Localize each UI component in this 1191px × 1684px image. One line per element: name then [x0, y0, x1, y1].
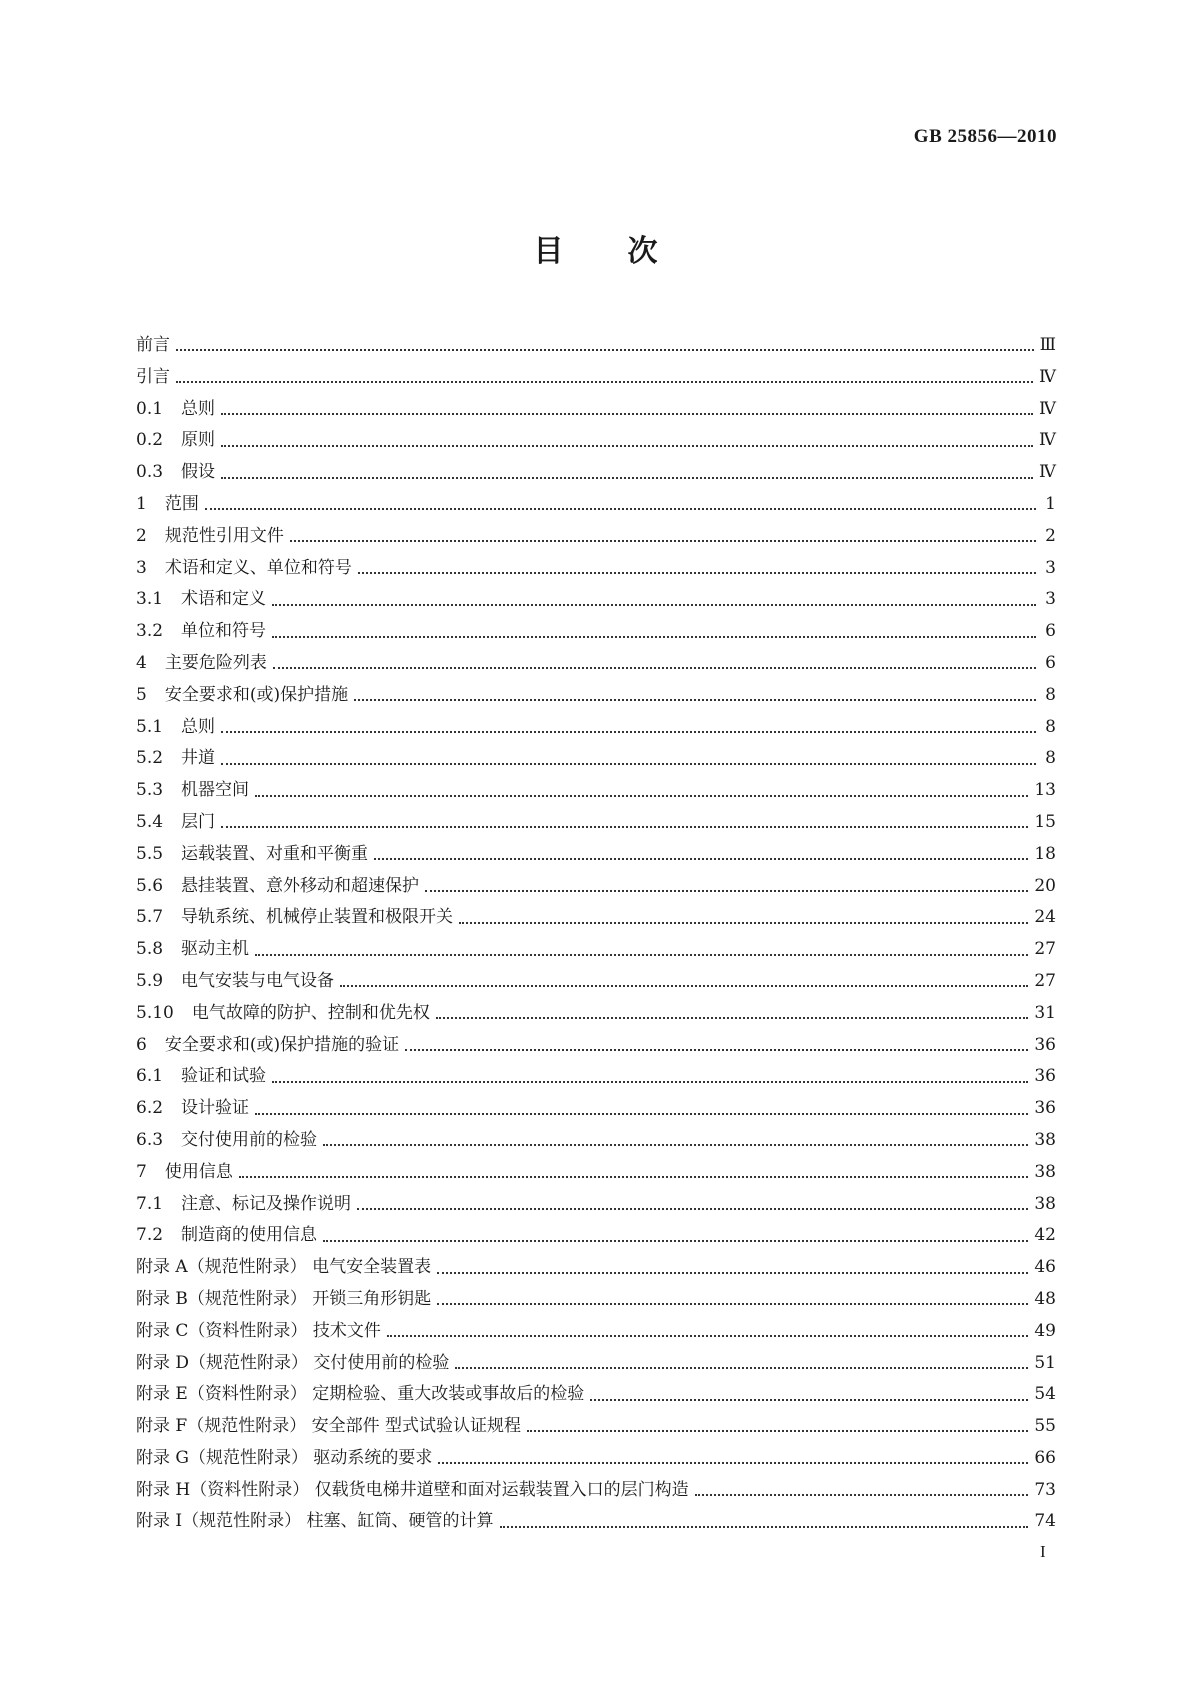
toc-entry-number: 3	[136, 557, 147, 578]
toc-entry-label	[136, 1093, 249, 1125]
toc-entry-page: 42	[1034, 1225, 1056, 1246]
toc-entry[interactable]	[136, 680, 1056, 712]
toc-entry-page: 46	[1034, 1257, 1056, 1278]
toc-entry-text: 规范性引用文件	[164, 525, 284, 546]
toc-dot-leader	[176, 380, 1033, 383]
toc-entry-page: 31	[1034, 1002, 1056, 1023]
toc-entry-number: 5.4	[136, 811, 164, 832]
toc-entry-text: 单位和符号	[181, 621, 267, 642]
toc-entry-label	[136, 1316, 381, 1348]
toc-entry-page: 74	[1034, 1511, 1056, 1532]
toc-entry-page: Ⅳ	[1039, 366, 1056, 387]
toc-entry[interactable]	[136, 1411, 1056, 1443]
toc-entry-page: 24	[1034, 907, 1056, 928]
toc-entry-page: Ⅳ	[1039, 398, 1056, 419]
toc-dot-leader	[273, 666, 1036, 669]
toc-entry-text: 驱动主机	[181, 939, 250, 960]
toc-entry-page: 15	[1034, 811, 1056, 832]
toc-entry[interactable]	[136, 775, 1056, 807]
toc-entry-label	[136, 425, 215, 457]
toc-dot-leader	[590, 1398, 1028, 1401]
toc-dot-leader	[436, 1016, 1029, 1019]
toc-entry-label	[136, 1443, 432, 1475]
toc-entry-text: 安全要求和(或)保护措施	[164, 684, 349, 705]
toc-entry-label	[136, 521, 284, 553]
toc-entry-text: 附录 E（资料性附录） 定期检验、重大改装或事故后的检验	[136, 1384, 585, 1405]
toc-entry-number: 4	[136, 652, 147, 673]
toc-entry-page: 18	[1034, 843, 1056, 864]
toc-entry-page: 1	[1045, 493, 1056, 514]
toc-entry-page: Ⅳ	[1039, 430, 1056, 451]
toc-entry-text: 注意、标记及操作说明	[181, 1193, 352, 1214]
toc-entry[interactable]	[136, 712, 1056, 744]
toc-entry-page: 51	[1034, 1352, 1056, 1373]
toc-entry-page: 36	[1034, 1034, 1056, 1055]
toc-entry-text: 附录 G（规范性附录） 驱动系统的要求	[136, 1447, 433, 1468]
toc-entry[interactable]	[136, 1157, 1056, 1189]
toc-entry-number: 2	[136, 525, 147, 546]
toc-dot-leader	[374, 857, 1028, 860]
toc-dot-leader	[387, 1334, 1029, 1337]
toc-entry[interactable]	[136, 807, 1056, 839]
toc-entry-page: 8	[1045, 748, 1056, 769]
toc-entry-text: 前言	[136, 335, 170, 355]
toc-entry-page: 48	[1034, 1288, 1056, 1309]
toc-entry[interactable]	[136, 330, 1056, 362]
toc-dot-leader	[221, 444, 1033, 447]
toc-entry-text: 验证和试验	[181, 1066, 267, 1087]
toc-entry-text: 机器空间	[181, 780, 250, 801]
toc-entry-number: 1	[136, 493, 147, 514]
toc-dot-leader	[255, 794, 1028, 797]
toc-entry-text: 交付使用前的检验	[181, 1129, 318, 1150]
toc-entry[interactable]	[136, 1379, 1056, 1411]
toc-entry-page: 3	[1045, 589, 1056, 610]
toc-dot-leader	[221, 412, 1033, 415]
toc-entry[interactable]	[136, 998, 1056, 1030]
toc-entry-text: 附录 A（规范性附录） 电气安全装置表	[136, 1257, 432, 1278]
toc-dot-leader	[221, 825, 1028, 828]
toc-entry-page: 6	[1045, 652, 1056, 673]
toc-entry-text: 设计验证	[181, 1098, 250, 1119]
toc-dot-leader	[500, 1525, 1029, 1528]
toc-entry-text: 附录 H（资料性附录） 仅载货电梯井道壁和面对运载装置入口的层门构造	[136, 1479, 689, 1500]
toc-entry-page: Ⅳ	[1039, 462, 1056, 483]
toc-entry-text: 制造商的使用信息	[181, 1225, 318, 1246]
toc-entry-page: 20	[1034, 875, 1056, 896]
toc-entry-label	[136, 1125, 317, 1157]
toc-entry-page: 2	[1045, 525, 1056, 546]
toc-entry-text: 术语和定义	[181, 589, 267, 610]
toc-entry-page: 13	[1034, 780, 1056, 801]
toc-entry-text: 原则	[181, 430, 216, 451]
toc-dot-leader	[354, 698, 1036, 701]
toc-entry-label	[136, 1189, 351, 1221]
toc-dot-leader	[425, 889, 1028, 892]
toc-dot-leader	[221, 476, 1033, 479]
toc-entry-page: 54	[1034, 1384, 1056, 1405]
toc-entry-text: 悬挂装置、意外移动和超速保护	[181, 875, 420, 896]
toc-entry-number: 7.1	[136, 1193, 164, 1214]
toc-dot-leader	[323, 1143, 1028, 1146]
toc-entry[interactable]	[136, 1093, 1056, 1125]
toc-entry-number: 6.2	[136, 1098, 164, 1119]
table-of-contents	[136, 330, 1056, 1538]
toc-entry-page: 27	[1034, 970, 1056, 991]
toc-dot-leader	[221, 730, 1036, 733]
toc-entry-number: 6.3	[136, 1129, 164, 1150]
toc-entry-text: 范围	[164, 493, 199, 514]
toc-entry-text: 总则	[181, 398, 216, 419]
toc-entry-page: 55	[1034, 1416, 1056, 1437]
toc-entry-label	[136, 1220, 317, 1252]
toc-entry[interactable]	[136, 1348, 1056, 1380]
toc-entry-label	[136, 1475, 689, 1507]
toc-entry-label	[136, 743, 215, 775]
toc-entry-text: 附录 D（规范性附录） 交付使用前的检验	[136, 1352, 450, 1373]
toc-dot-leader	[455, 1366, 1028, 1369]
toc-entry[interactable]	[136, 1125, 1056, 1157]
toc-dot-leader	[239, 1175, 1029, 1178]
toc-entry-label	[136, 1061, 266, 1093]
toc-entry-number: 6	[136, 1034, 147, 1055]
toc-entry-number: 0.2	[136, 430, 164, 451]
toc-entry-page: 49	[1034, 1320, 1056, 1341]
toc-entry[interactable]	[136, 1284, 1056, 1316]
toc-entry[interactable]	[136, 1316, 1056, 1348]
toc-dot-leader	[176, 348, 1034, 351]
toc-entry-number: 5.9	[136, 970, 164, 991]
toc-entry-text: 电气安装与电气设备	[181, 970, 335, 991]
toc-entry-label	[136, 553, 352, 585]
toc-dot-leader	[272, 635, 1036, 638]
toc-entry-label	[136, 998, 430, 1030]
toc-entry-page: 8	[1045, 716, 1056, 737]
toc-entry-label	[136, 934, 249, 966]
toc-entry[interactable]	[136, 394, 1056, 426]
toc-entry-text: 使用信息	[164, 1161, 233, 1182]
toc-entry-label	[136, 394, 215, 426]
toc-entry-label	[136, 712, 215, 744]
toc-entry-number: 5.6	[136, 875, 164, 896]
toc-entry[interactable]	[136, 1443, 1056, 1475]
toc-entry[interactable]	[136, 1220, 1056, 1252]
toc-entry[interactable]	[136, 1475, 1056, 1507]
toc-dot-leader	[437, 1271, 1028, 1274]
toc-entry[interactable]	[136, 966, 1056, 998]
toc-dot-leader	[405, 1048, 1028, 1051]
standard-number: GB 25856—2010	[913, 126, 1057, 147]
toc-entry-label	[136, 362, 170, 394]
toc-entry-page: 3	[1045, 557, 1056, 578]
toc-entry-label	[136, 330, 170, 362]
toc-entry-text: 附录 C（资料性附录） 技术文件	[136, 1320, 381, 1341]
toc-entry[interactable]	[136, 616, 1056, 648]
toc-dot-leader	[290, 539, 1036, 542]
toc-entry[interactable]	[136, 902, 1056, 934]
toc-entry-label	[136, 775, 249, 807]
toc-dot-leader	[358, 571, 1036, 574]
toc-entry-number: 5.5	[136, 843, 164, 864]
toc-entry[interactable]	[136, 871, 1056, 903]
toc-dot-leader	[205, 507, 1036, 510]
toc-entry-text: 电气故障的防护、控制和优先权	[191, 1002, 430, 1023]
toc-entry-text: 术语和定义、单位和符号	[164, 557, 352, 578]
toc-entry-number: 7	[136, 1161, 147, 1182]
toc-entry-number: 5.1	[136, 716, 164, 737]
toc-entry-label	[136, 871, 419, 903]
toc-entry-label	[136, 1030, 399, 1062]
toc-entry-number: 5.8	[136, 939, 164, 960]
page-title: 目次	[533, 234, 722, 269]
toc-entry[interactable]	[136, 743, 1056, 775]
toc-entry-text: 假设	[181, 462, 216, 483]
toc-entry[interactable]	[136, 489, 1056, 521]
toc-entry-label	[136, 807, 215, 839]
toc-entry-label	[136, 839, 368, 871]
toc-entry[interactable]	[136, 1189, 1056, 1221]
toc-entry-label	[136, 1252, 431, 1284]
toc-dot-leader	[323, 1239, 1028, 1242]
toc-dot-leader	[255, 953, 1028, 956]
toc-entry[interactable]	[136, 425, 1056, 457]
toc-entry-label	[136, 457, 215, 489]
toc-entry-number: 0.1	[136, 398, 164, 419]
toc-entry[interactable]	[136, 362, 1056, 394]
toc-entry-number: 3.2	[136, 621, 164, 642]
toc-entry[interactable]	[136, 1030, 1056, 1062]
toc-entry[interactable]	[136, 457, 1056, 489]
toc-entry-number: 0.3	[136, 462, 164, 483]
toc-entry[interactable]	[136, 553, 1056, 585]
toc-entry-text: 总则	[181, 716, 216, 737]
toc-entry-label	[136, 1411, 521, 1443]
toc-entry-text: 层门	[181, 811, 216, 832]
toc-entry-label	[136, 1348, 449, 1380]
toc-entry-label	[136, 616, 266, 648]
toc-entry[interactable]	[136, 839, 1056, 871]
toc-entry-text: 引言	[136, 366, 170, 387]
toc-dot-leader	[357, 1207, 1028, 1210]
toc-entry[interactable]	[136, 1252, 1056, 1284]
toc-entry-text: 附录 B（规范性附录） 开锁三角形钥匙	[136, 1288, 432, 1309]
footer-page-number: I	[1040, 1542, 1046, 1561]
toc-entry-page: Ⅲ	[1039, 335, 1056, 355]
toc-entry-text: 安全要求和(或)保护措施的验证	[164, 1034, 400, 1055]
toc-entry-text: 附录 I（规范性附录） 柱塞、缸筒、硬管的计算	[136, 1511, 494, 1532]
toc-dot-leader	[272, 1080, 1028, 1083]
toc-entry-page: 38	[1034, 1193, 1056, 1214]
toc-entry-page: 38	[1034, 1161, 1056, 1182]
toc-entry-label	[136, 680, 348, 712]
toc-entry-page: 36	[1034, 1098, 1056, 1119]
toc-entry-page: 8	[1045, 684, 1056, 705]
toc-dot-leader	[255, 1112, 1028, 1115]
toc-entry[interactable]	[136, 521, 1056, 553]
toc-entry[interactable]	[136, 648, 1056, 680]
toc-entry-page: 36	[1034, 1066, 1056, 1087]
toc-entry-label	[136, 1284, 431, 1316]
toc-entry-number: 3.1	[136, 589, 164, 610]
toc-entry-label	[136, 1379, 584, 1411]
toc-entry-label	[136, 489, 199, 521]
toc-entry[interactable]	[136, 934, 1056, 966]
toc-dot-leader	[695, 1493, 1029, 1496]
toc-entry-label	[136, 648, 267, 680]
toc-entry-number: 7.2	[136, 1225, 164, 1246]
toc-entry-number: 5	[136, 684, 147, 705]
toc-entry-label	[136, 902, 453, 934]
toc-dot-leader	[459, 921, 1028, 924]
toc-entry[interactable]	[136, 1506, 1056, 1538]
toc-entry-text: 运载装置、对重和平衡重	[181, 843, 369, 864]
toc-entry-text: 导轨系统、机械停止装置和极限开关	[181, 907, 454, 928]
toc-entry[interactable]	[136, 584, 1056, 616]
toc-entry-page: 73	[1034, 1479, 1056, 1500]
toc-entry-label	[136, 966, 334, 998]
toc-entry-page: 6	[1045, 621, 1056, 642]
toc-dot-leader	[527, 1429, 1028, 1432]
toc-entry-number: 5.10	[136, 1002, 174, 1023]
toc-entry-text: 主要危险列表	[164, 652, 267, 673]
toc-entry-number: 5.3	[136, 780, 164, 801]
toc-dot-leader	[340, 984, 1028, 987]
toc-entry-page: 38	[1034, 1129, 1056, 1150]
toc-entry-label	[136, 584, 266, 616]
toc-entry-text: 附录 F（规范性附录） 安全部件 型式试验认证规程	[136, 1416, 522, 1437]
toc-entry-page: 66	[1034, 1447, 1056, 1468]
toc-entry-page: 27	[1034, 939, 1056, 960]
toc-entry-label	[136, 1506, 494, 1538]
toc-dot-leader	[438, 1461, 1028, 1464]
toc-entry-number: 5.2	[136, 748, 164, 769]
toc-dot-leader	[272, 603, 1036, 606]
toc-entry-number: 6.1	[136, 1066, 164, 1087]
toc-entry-text: 井道	[181, 748, 216, 769]
toc-entry-number: 5.7	[136, 907, 164, 928]
toc-dot-leader	[437, 1302, 1028, 1305]
toc-entry[interactable]	[136, 1061, 1056, 1093]
toc-entry-label	[136, 1157, 233, 1189]
toc-dot-leader	[221, 762, 1036, 765]
